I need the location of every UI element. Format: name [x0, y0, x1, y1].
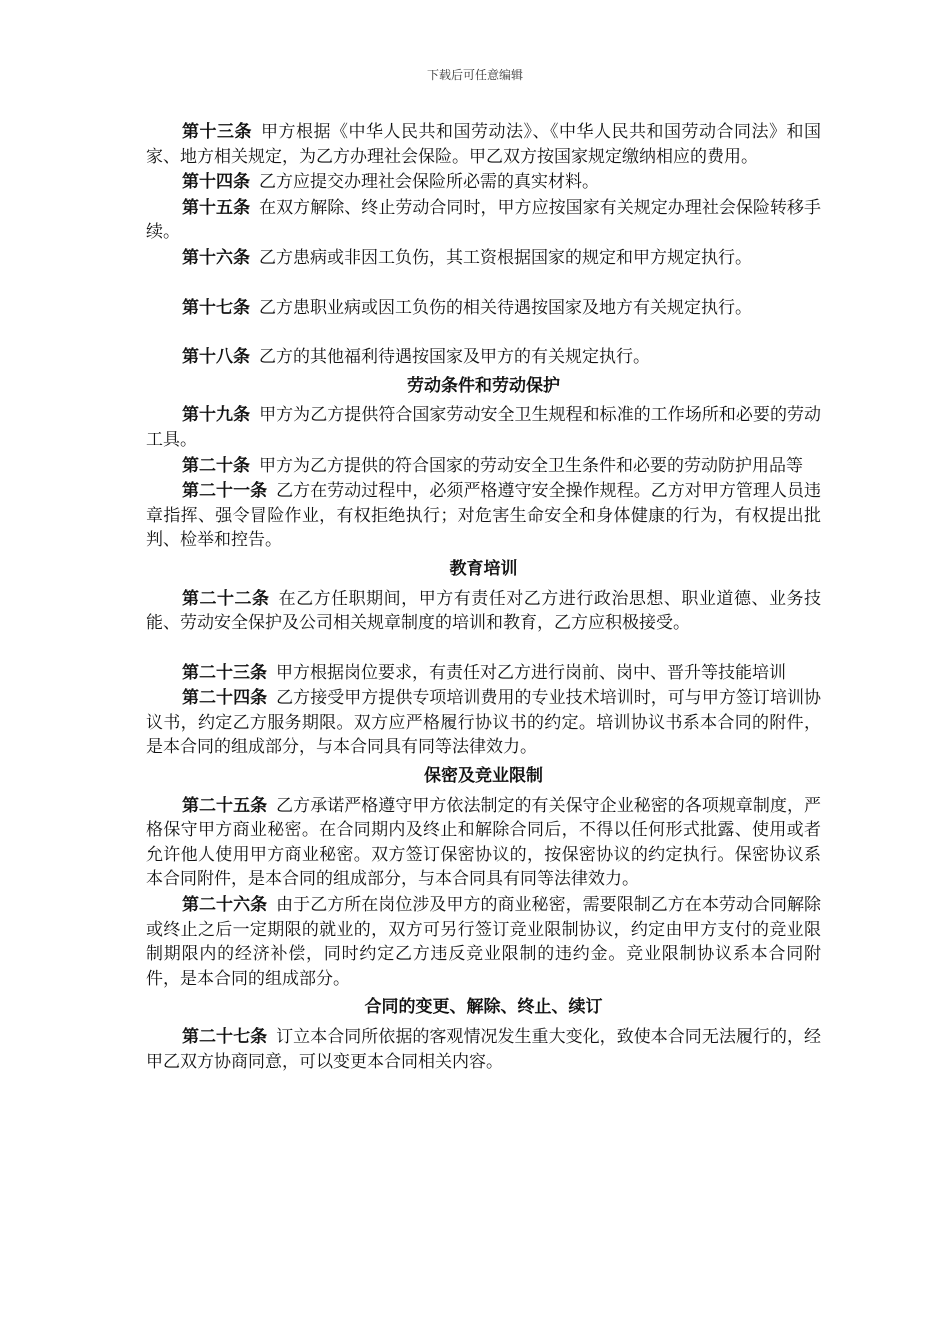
article-text: 乙方承诺严格遵守甲方依法制定的有关保守企业秘密的各项规章制度，严格保守甲方商业秘密。在合同期内及终止和解除合同后，不得以任何形式批露、使用或者允许他人使用甲方商业秘密。双方签订保密协议的，按保密协议的约定执行。保密协议系本合同附件，是本合同的组成部分，与本合同具有同等法律效力。: [146, 795, 822, 890]
page-header: 下载后可任意编辑: [426, 68, 523, 82]
article-number: 第十五条: [182, 197, 251, 218]
article-text: 甲方为乙方提供符合国家劳动安全卫生规程和标准的工作场所和必要的劳动工具。: [146, 405, 822, 450]
article-number: 第十六条: [182, 247, 250, 268]
article-text: 乙方在劳动过程中，必须严格遵守安全操作规程。乙方对甲方管理人员违章指挥、强令冒险作业，有权拒绝执行；对危害生命安全和身体健康的行为，有权提出批判、检举和控告。: [146, 481, 822, 551]
article-paragraph: [146, 345, 821, 370]
article-paragraph: [146, 1025, 821, 1074]
article-paragraph: [146, 661, 821, 686]
article-number: 第二十三条: [182, 662, 267, 683]
article-number: 第二十七条: [182, 1027, 268, 1047]
article-text: 在双方解除、终止劳动合同时，甲方应按国家有关规定办理社会保险转移手续。: [146, 197, 822, 243]
article-text: 乙方患病或非因工负伤，其工资根据国家的规定和甲方规定执行。: [259, 247, 752, 268]
article-text: 乙方的其他福利待遇按国家及甲方的有关规定执行。: [259, 347, 650, 368]
article-paragraph: [146, 587, 821, 636]
article-paragraph: [146, 196, 821, 245]
article-number: 第二十六条: [182, 895, 268, 916]
article-paragraph: [146, 794, 821, 892]
article-text: 乙方患职业病或因工负伤的相关待遇按国家及地方有关规定执行。: [259, 297, 752, 318]
article-text: 订立本合同所依据的客观情况发生重大变化，致使本合同无法履行的，经甲乙双方协商同意，可以变更本合同相关内容。: [146, 1027, 822, 1072]
article-text: 甲方根据岗位要求，有责任对乙方进行岗前、岗中、晋升等技能培训: [276, 662, 786, 683]
section-heading: 教育培训: [449, 558, 518, 579]
article-paragraph: [146, 296, 821, 321]
article-paragraph: [146, 893, 821, 991]
article-number: 第十四条: [182, 172, 250, 193]
document-body: [146, 120, 821, 1075]
article-number: 第二十五条: [182, 795, 268, 816]
article-number: 第二十四条: [182, 688, 268, 709]
article-paragraph: [146, 686, 821, 760]
article-paragraph: [146, 454, 821, 479]
section-heading: 保密及竞业限制: [424, 766, 543, 787]
article-number: 第十三条: [182, 122, 252, 142]
article-text: 由于乙方所在岗位涉及甲方的商业秘密，需要限制乙方在本劳动合同解除或终止之后一定期限的就业的，双方可另行签订竞业限制协议，约定由甲方支付的竞业限制期限内的经济补偿，同时约定乙方违反竞业限制的违约金。竞业限制协议系本合同附件，是本合同的组成部分。: [146, 895, 822, 989]
section-heading: 合同的变更、解除、终止、续订: [364, 997, 603, 1018]
section-heading: 劳动条件和劳动保护: [407, 375, 560, 396]
article-paragraph: [146, 120, 821, 169]
article-number: 第二十条: [182, 455, 250, 476]
article-text: 甲方为乙方提供的符合国家的劳动安全卫生条件和必要的劳动防护用品等: [259, 455, 803, 476]
article-text: 乙方接受甲方提供专项培训费用的专业技术培训时，可与甲方签订培训协议书，约定乙方服务期限。双方应严格履行协议书的约定。培训协议书系本合同的附件，是本合同的组成部分，与本合同具有同等法律效力。: [146, 688, 822, 758]
article-number: 第十七条: [182, 297, 250, 318]
article-number: 第十九条: [182, 405, 251, 426]
article-number: 第二十二条: [182, 588, 270, 609]
article-number: 第十八条: [182, 347, 250, 368]
article-paragraph: [146, 170, 821, 195]
article-paragraph: [146, 246, 821, 271]
article-number: 第二十一条: [182, 481, 268, 502]
article-text: 乙方应提交办理社会保险所必需的真实材料。: [259, 172, 599, 193]
article-paragraph: [146, 479, 821, 553]
article-text: 甲方根据《中华人民共和国劳动法》、《中华人民共和国劳动合同法》和国家、地方相关规定，为乙方办理社会保险。甲乙双方按国家规定缴纳相应的费用。: [146, 122, 821, 167]
article-text: 在乙方任职期间，甲方有责任对乙方进行政治思想、职业道德、业务技能、劳动安全保护及公司相关规章制度的培训和教育，乙方应积极接受。: [146, 588, 822, 634]
article-paragraph: [146, 403, 821, 452]
